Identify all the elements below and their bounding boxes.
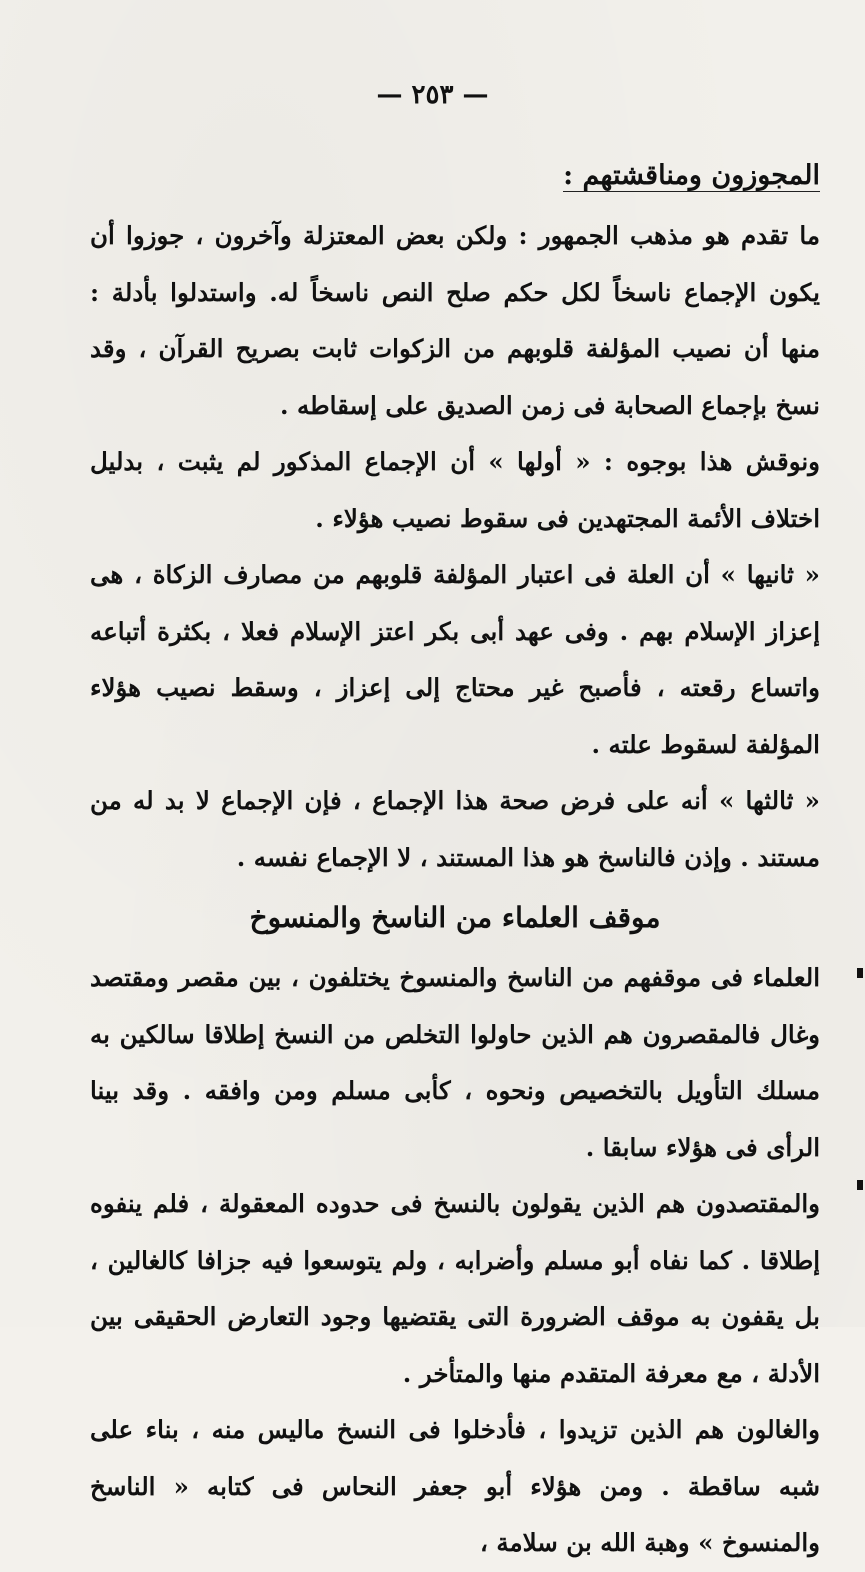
paragraph: العلماء فى موقفهم من الناسخ والمنسوخ يختلفون ، بين مقصر ومقتصد وغال فالمقصرون هم الذين حاولوا التخلص من النسخ إطلاقا سالكين به مسلك التأويل بالتخصيص ونحوه ، كأبى مسلم ومن وافقه . وقد بينا الرأى فى هؤلاء سابقا . — [90, 963, 820, 1162]
paragraph: ما تقدم هو مذهب الجمهور : ولكن بعض المعتزلة وآخرون ، جوزوا أن يكون الإجماع ناسخاً لكل حكم صلح النص ناسخاً له. واستدلوا بأدلة : منها أن نصيب المؤلفة قلوبهم من الزكوات ثابت بصريح القرآن ، وقد نسخ بإجماع الصحابة فى زمن الصديق على إسقاطه . — [90, 221, 820, 420]
section-heading-scholars-position: موقف العلماء من الناسخ والمنسوخ — [249, 901, 661, 934]
paragraph: « ثالثها » أنه على فرض صحة هذا الإجماع ، فإن الإجماع لا بد له من مستند . وإذن فالناسخ هو هذا المستند ، لا الإجماع نفسه . — [90, 786, 820, 872]
page-content — [90, 150, 820, 1572]
paragraph: والغالون هم الذين تزيدوا ، فأدخلوا فى النسخ ماليس منه ، بناء على شبه ساقطة . ومن هؤلاء أبو جعفر النحاس فى كتابه « الناسخ والمنسوخ » وهبة الله بن سلامة ، — [90, 1415, 820, 1557]
scan-artifact-mark — [857, 1180, 863, 1190]
paragraph: ونوقش هذا بوجوه : « أولها » أن الإجماع المذكور لم يثبت ، بدليل اختلاف الأئمة المجتهدين فى سقوط نصيب هؤلاء . — [90, 447, 820, 533]
scan-artifact-mark — [857, 968, 863, 978]
section-heading-permitters: المجوزون ومناقشتهم : — [563, 160, 820, 191]
page-number: — ٢٥٣ — — [376, 80, 489, 110]
paragraph: « ثانيها » أن العلة فى اعتبار المؤلفة قلوبهم من مصارف الزكاة ، هى إعزاز الإسلام بهم . وفى عهد أبى بكر اعتز الإسلام فعلا ، بكثرة أتباعه واتساع رقعته ، فأصبح غير محتاج إلى إعزاز ، وسقط نصيب هؤلاء المؤلفة لسقوط علته . — [90, 560, 820, 759]
paragraph: والمقتصدون هم الذين يقولون بالنسخ فى حدوده المعقولة ، فلم ينفوه إطلاقا . كما نفاه أبو مسلم وأضرابه ، ولم يتوسعوا فيه جزافا كالغالين ، بل يقفون به موقف الضرورة التى يقتضيها وجود التعارض الحقيقى بين الأدلة ، مع معرفة المتقدم منها والمتأخر . — [90, 1189, 820, 1388]
